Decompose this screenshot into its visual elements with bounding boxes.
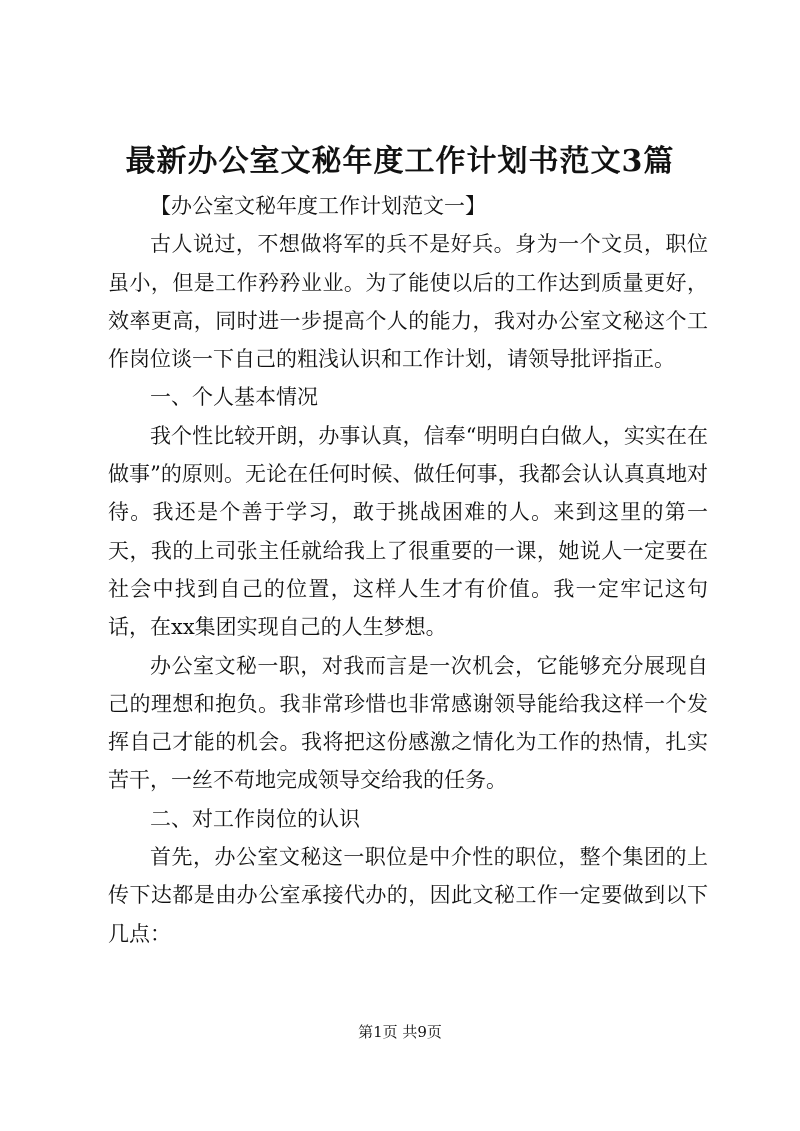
page-number-footer: 第1页 共9页 (358, 1023, 442, 1041)
paragraph-first-point: 首先，办公室文秘这一职位是中介性的职位，整个集团的上传下达都是由办公室承接代办的，因此文秘工作一定要做到以下几点： (108, 845, 708, 946)
heading-personal-info: 一、个人基本情况 (150, 385, 318, 410)
paragraph-opportunity: 办公室文秘一职，对我而言是一次机会，它能够充分展现自己的理想和抱负。我非常珍惜也非常感谢领导能给我这样一个发挥自己才能的机会。我将把这份感激之情化为工作的热情，扎实苦干，一丝不苟地完成领导交给我的任务。 (108, 653, 708, 793)
paragraph-intro: 古人说过，不想做将军的兵不是好兵。身为一个文员，职位虽小，但是工作矜矜业业。为了能使以后的工作达到质量更好，效率更高，同时进一步提高个人的能力，我对办公室文秘这个工作岗位谈一下自己的粗浅认识和工作计划，请领导批评指正。 (108, 232, 708, 372)
section-label: 【办公室文秘年度工作计划范文一】 (150, 194, 486, 218)
document-title: 最新办公室文秘年度工作计划书范文3篇 (125, 144, 675, 179)
paragraph-personality: 我个性比较开朗，办事认真，信奉“明明白白做人，实实在在做事”的原则。无论在任何时候、做任何事，我都会认认真真地对待。我还是个善于学习，敢于挑战困难的人。来到这里的第一天，我的上司张主任就给我上了很重要的一课，她说人一定要在社会中找到自己的位置，这样人生才有价值。我一定牢记这句话，在xx集团实现自己的人生梦想。 (108, 423, 708, 640)
document-body (108, 187, 708, 953)
heading-job-understanding: 二、对工作岗位的认识 (150, 806, 360, 831)
